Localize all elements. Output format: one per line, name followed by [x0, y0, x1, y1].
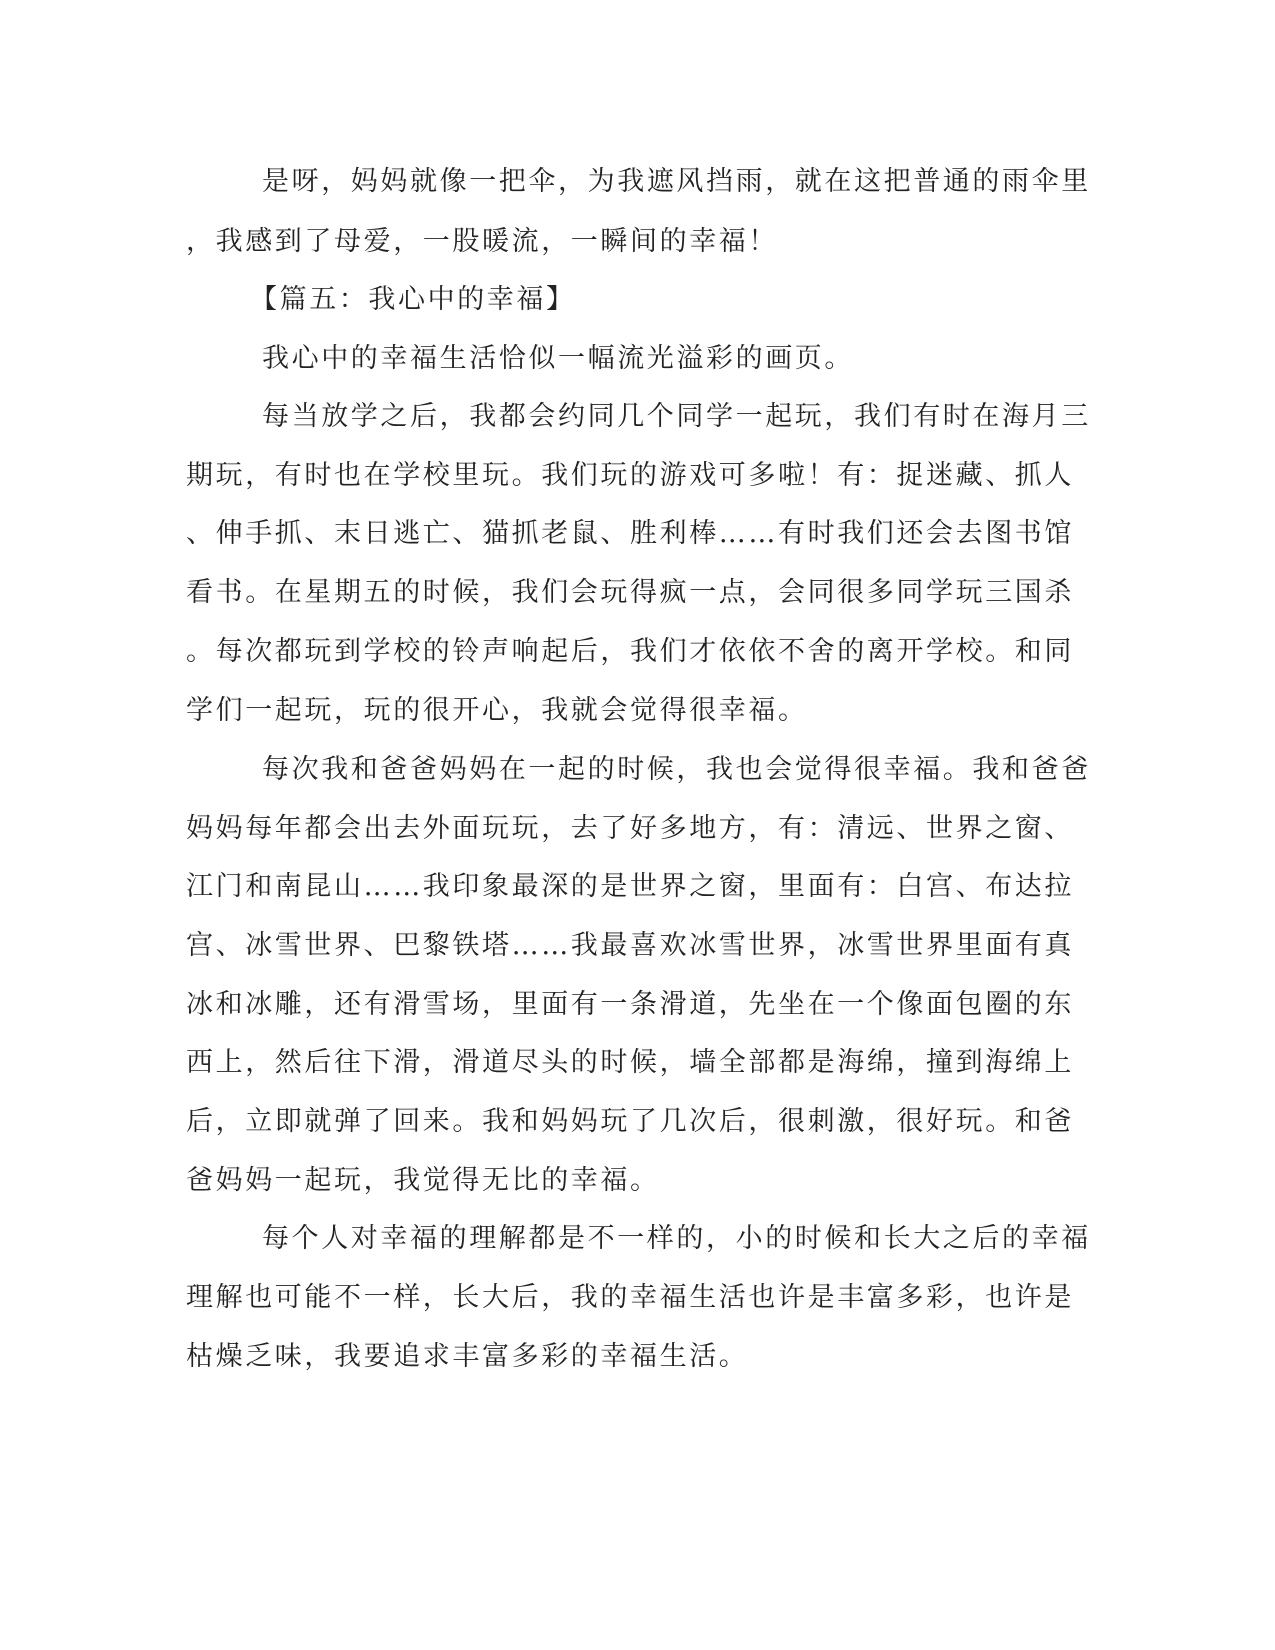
- paragraph-4-line-8: 爸妈妈一起玩，我觉得无比的幸福。: [186, 1165, 660, 1196]
- paragraph-5-line-3: 枯燥乏味，我要追求丰富多彩的幸福生活。: [186, 1341, 749, 1372]
- paragraph-3-line-5: 。每次都玩到学校的铃声响起后，我们才依依不舍的离开学校。和同: [186, 636, 1074, 667]
- paragraph-3-line-2: 期玩，有时也在学校里玩。我们玩的游戏可多啦！有：捉迷藏、抓人: [186, 460, 1074, 491]
- paragraph-4-line-4: 宫、冰雪世界、巴黎铁塔……我最喜欢冰雪世界，冰雪世界里面有真: [186, 930, 1074, 961]
- paragraph-2-line-1: 我心中的幸福生活恰似一幅流光溢彩的画页。: [262, 343, 854, 374]
- paragraph-3-line-1: 每当放学之后，我都会约同几个同学一起玩，我们有时在海月三: [262, 401, 1091, 432]
- paragraph-4-line-5: 冰和冰雕，还有滑雪场，里面有一条滑道，先坐在一个像面包圈的东: [186, 989, 1074, 1020]
- paragraph-4-line-6: 西上，然后往下滑，滑道尽头的时候，墙全部都是海绵，撞到海绵上: [186, 1047, 1074, 1078]
- paragraph-4-line-1: 每次我和爸爸妈妈在一起的时候，我也会觉得很幸福。我和爸爸: [262, 754, 1091, 785]
- paragraph-4-line-3: 江门和南昆山……我印象最深的是世界之窗，里面有：白宫、布达拉: [186, 871, 1074, 902]
- paragraph-1-line-2: ，我感到了母爱，一股暖流，一瞬间的幸福！: [186, 226, 778, 257]
- paragraph-3-line-4: 看书。在星期五的时候，我们会玩得疯一点，会同很多同学玩三国杀: [186, 577, 1074, 608]
- section-heading: 【篇五：我心中的幸福】: [250, 284, 576, 315]
- paragraph-5-line-2: 理解也可能不一样，长大后，我的幸福生活也许是丰富多彩，也许是: [186, 1282, 1074, 1313]
- paragraph-1-line-1: 是呀，妈妈就像一把伞，为我遮风挡雨，就在这把普通的雨伞里: [262, 166, 1091, 197]
- paragraph-3-line-6: 学们一起玩，玩的很开心，我就会觉得很幸福。: [186, 695, 808, 726]
- paragraph-4-line-2: 妈妈每年都会出去外面玩玩，去了好多地方，有：清远、世界之窗、: [186, 813, 1074, 844]
- paragraph-5-line-1: 每个人对幸福的理解都是不一样的，小的时候和长大之后的幸福: [262, 1223, 1091, 1254]
- paragraph-4-line-7: 后，立即就弹了回来。我和妈妈玩了几次后，很刺激，很好玩。和爸: [186, 1106, 1074, 1137]
- paragraph-3-line-3: 、伸手抓、末日逃亡、猫抓老鼠、胜利棒……有时我们还会去图书馆: [186, 518, 1074, 549]
